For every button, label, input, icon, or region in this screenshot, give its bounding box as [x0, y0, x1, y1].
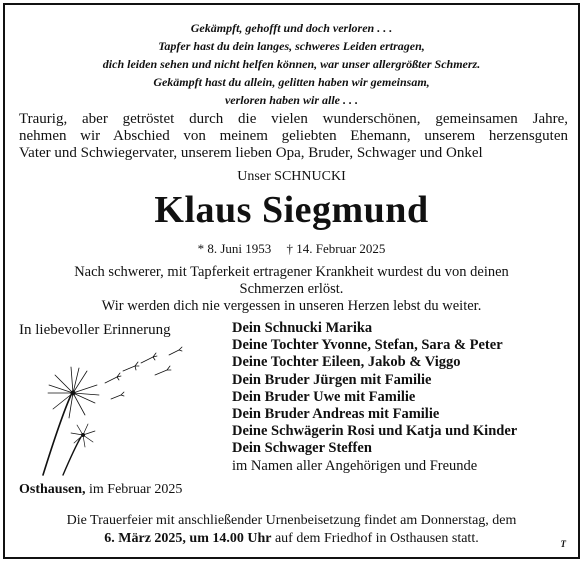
mourner-line: Dein Bruder Jürgen mit Familie: [232, 371, 432, 388]
mourners-list: [232, 320, 517, 475]
mourner-line: Dein Schnucki Marika: [232, 320, 373, 336]
nickname: Unser SCHNUCKI: [237, 169, 346, 184]
mourner-line: Dein Bruder Andreas mit Familie: [232, 406, 440, 423]
funeral-datetime: 6. März 2025, um 14.00 Uhr: [104, 531, 272, 546]
mourner-line: Dein Bruder Uwe mit Familie: [232, 388, 416, 405]
message-line: Nach schwerer, mit Tapferkeit ertragener Krankheit wurdest du von deinen: [74, 264, 509, 280]
poem: [5, 19, 578, 109]
funeral-line: Die Trauerfeier mit anschließender Urnenbeisetzung findet am Donnerstag, dem: [66, 513, 517, 528]
poem-line: dich leiden sehen und nicht helfen können, war unser allergrößter Schmerz.: [102, 57, 481, 71]
mourner-line: Deine Schwägerin Rosi und Katja und Kinder: [232, 423, 518, 440]
mourners-footer: im Namen aller Angehörigen und Freunde: [232, 457, 478, 474]
memory-heading: In liebevoller Erinnerung: [19, 322, 171, 338]
poem-line: Gekämpft, gehofft und doch verloren . . .: [190, 21, 393, 35]
dandelion-illustration: [23, 343, 198, 478]
publisher-mark: T: [560, 539, 566, 549]
death-date: † 14. Februar 2025: [286, 241, 386, 256]
life-dates: [5, 241, 578, 257]
message-line: Wir werden dich nie vergessen in unseren Herzen lebst du weiter.: [101, 298, 482, 314]
poem-line: Gekämpft hast du allein, gelitten haben wir gemeinsam,: [153, 75, 430, 89]
farewell-message: [5, 264, 578, 315]
mourner-line: Deine Tochter Yvonne, Stefan, Sara & Peter: [232, 337, 503, 354]
funeral-info: [5, 512, 578, 548]
place-date: im Februar 2025: [85, 482, 183, 497]
place-and-date: [19, 482, 182, 498]
intro-line: Traurig, aber getröstet durch die vielen wunderschönen, gemeinsamen Jahre,: [19, 111, 568, 127]
deceased-name: Klaus Siegmund: [154, 189, 429, 231]
intro-line: nehmen wir Abschied von meinem geliebten Ehemann, unserem herzensguten: [19, 128, 568, 144]
poem-line: verloren haben wir alle . . .: [224, 93, 358, 107]
place-town: Osthausen,: [19, 482, 86, 497]
message-line: Schmerzen erlöst.: [239, 281, 344, 297]
poem-line: Tapfer hast du dein langes, schweres Leiden ertragen,: [158, 39, 425, 53]
mourner-line: Deine Tochter Eileen, Jakob & Viggo: [232, 354, 461, 371]
mourner-line: Dein Schwager Steffen: [232, 440, 372, 457]
intro-text: [19, 111, 568, 162]
birth-date: * 8. Juni 1953: [197, 241, 272, 256]
funeral-location: auf dem Friedhof in Osthausen statt.: [271, 531, 479, 546]
obituary-notice: [3, 3, 580, 559]
intro-line: Vater und Schwiegervater, unserem lieben Opa, Bruder, Schwager und Onkel: [19, 145, 483, 161]
